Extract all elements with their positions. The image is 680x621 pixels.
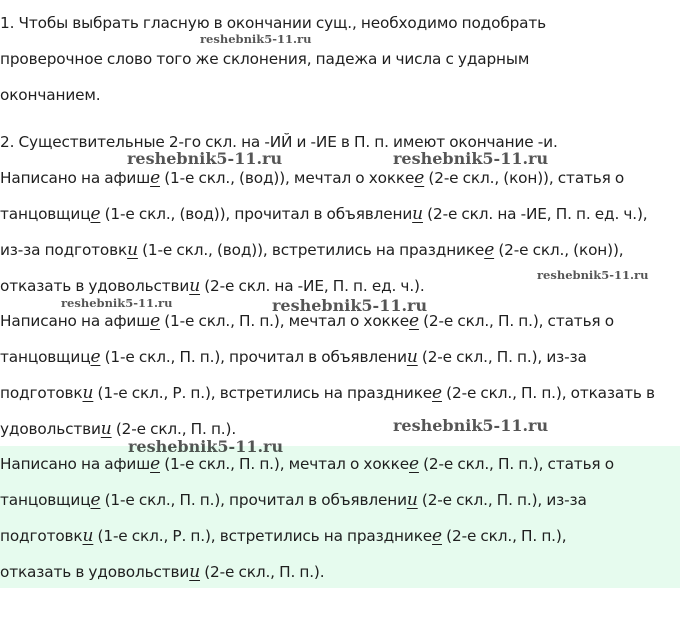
answer-line: подготовки (1-е скл., Р. п.), встретились на праздникее (2-е скл., П. п.),: [0, 526, 567, 546]
watermark: reshebnik5-11.ru: [272, 296, 428, 315]
ending-letter: е: [408, 311, 419, 331]
ending-letter: и: [412, 204, 423, 224]
example-line: танцовщице (1-е скл., П. п.), прочитал в объявлении (2-е скл., П. п.), из-за: [0, 347, 587, 367]
rule-1-line: проверочное слово того же склонения, падежа и числа с ударным: [0, 50, 530, 68]
example-line: танцовщице (1-е скл., (вод)), прочитал в объявлении (2-е скл. на -ИЕ, П. п. ед. ч.),: [0, 204, 648, 224]
ending-letter: е: [408, 454, 419, 474]
example-block-1: [0, 160, 680, 304]
answer-block: [0, 446, 680, 590]
watermark: reshebnik5-11.ru: [61, 296, 173, 310]
ending-letter: и: [189, 276, 201, 296]
answer-line: Написано на афише (1-е скл., П. п.), мечтал о хоккее (2-е скл., П. п.), статья о: [0, 454, 614, 474]
example-block-2: [0, 303, 680, 447]
rule-1-line: 1. Чтобы выбрать гласную в окончании сущ., необходимо подобрать: [0, 14, 547, 32]
example-line: удовольствии (2-е скл., П. п.).: [0, 419, 237, 439]
answer-line: танцовщице (1-е скл., П. п.), прочитал в объявлении (2-е скл., П. п.), из-за: [0, 490, 587, 510]
ending-letter: е: [484, 240, 495, 260]
watermark: reshebnik5-11.ru: [393, 149, 549, 168]
rule-1: [0, 5, 680, 113]
example-line: Написано на афише (1-е скл., П. п.), мечтал о хоккее (2-е скл., П. п.), статья о: [0, 311, 614, 331]
watermark: reshebnik5-11.ru: [200, 32, 312, 46]
ending-letter: е: [150, 168, 160, 188]
rule-2-line: 2. Существительные 2-го скл. на -ИЙ и -ИЕ в П. п. имеют окончание -и.: [0, 133, 558, 151]
answer-line: отказать в удовольствии (2-е скл., П. п.).: [0, 562, 325, 582]
ending-letter: е: [90, 347, 101, 367]
ending-letter: е: [90, 204, 101, 224]
example-line: Написано на афише (1-е скл., (вод)), мечтал о хоккее (2-е скл., (кон)), статья о: [0, 168, 625, 188]
ending-letter: и: [127, 240, 138, 260]
ending-letter: е: [432, 383, 442, 403]
example-line: подготовки (1-е скл., Р. п.), встретились на праздникее (2-е скл., П. п.), отказать в: [0, 383, 655, 403]
example-line: отказать в удовольствии (2-е скл. на -ИЕ, П. п. ед. ч.).: [0, 276, 425, 296]
watermark: reshebnik5-11.ru: [393, 416, 549, 435]
example-line: из-за подготовки (1-е скл., (вод)), встретились на праздникее (2-е скл., (кон)),: [0, 240, 624, 260]
ending-letter: и: [406, 490, 418, 510]
watermark: reshebnik5-11.ru: [128, 437, 284, 456]
ending-letter: е: [150, 454, 160, 474]
watermark: reshebnik5-11.ru: [127, 149, 283, 168]
ending-letter: и: [82, 526, 94, 546]
ending-letter: и: [189, 562, 201, 582]
ending-letter: е: [432, 526, 442, 546]
rule-1-line: окончанием.: [0, 86, 101, 104]
watermark: reshebnik5-11.ru: [537, 268, 649, 282]
ending-letter: е: [90, 490, 101, 510]
ending-letter: и: [100, 419, 112, 439]
ending-letter: е: [414, 168, 425, 188]
ending-letter: и: [82, 383, 94, 403]
ending-letter: и: [406, 347, 418, 367]
ending-letter: е: [150, 311, 160, 331]
rule-2: [0, 124, 680, 160]
